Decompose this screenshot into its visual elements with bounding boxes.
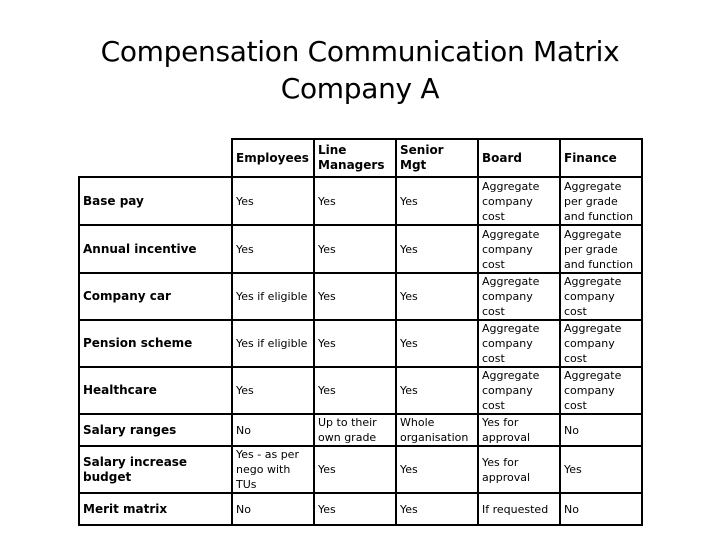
table-cell: Yes bbox=[396, 273, 478, 320]
table-cell: Yes bbox=[396, 367, 478, 414]
table-cell: Aggregate per grade and function bbox=[560, 225, 642, 273]
row-label: Pension scheme bbox=[79, 320, 232, 367]
table-cell: Yes bbox=[314, 320, 396, 367]
table-cell: Aggregate company cost bbox=[478, 367, 560, 414]
table-cell: Yes bbox=[396, 225, 478, 273]
column-header-finance: Finance bbox=[560, 139, 642, 177]
table-cell: Yes - as per nego with TUs bbox=[232, 446, 314, 493]
table-cell: Yes if eligible bbox=[232, 320, 314, 367]
table-cell: Yes bbox=[396, 320, 478, 367]
table-row bbox=[79, 414, 642, 446]
table-cell: Yes for approval bbox=[478, 446, 560, 493]
table-cell: Yes bbox=[396, 493, 478, 525]
table-cell: If requested bbox=[478, 493, 560, 525]
row-label: Annual incentive bbox=[79, 225, 232, 273]
table-cell: Yes bbox=[314, 493, 396, 525]
table-cell: Aggregate company cost bbox=[478, 320, 560, 367]
row-label: Salary increase budget bbox=[79, 446, 232, 493]
table-cell: Yes bbox=[314, 446, 396, 493]
table-row bbox=[79, 225, 642, 273]
row-label: Healthcare bbox=[79, 367, 232, 414]
table-cell: Yes bbox=[232, 177, 314, 225]
table-cell: Yes bbox=[314, 273, 396, 320]
table-cell: Aggregate company cost bbox=[478, 273, 560, 320]
table-cell: Yes bbox=[560, 446, 642, 493]
table-cell: Yes bbox=[314, 225, 396, 273]
table-row bbox=[79, 446, 642, 493]
row-label: Company car bbox=[79, 273, 232, 320]
slide-title bbox=[0, 33, 720, 107]
table-cell: Yes bbox=[232, 225, 314, 273]
column-header-employees: Employees bbox=[232, 139, 314, 177]
table-row bbox=[79, 273, 642, 320]
table-cell: Yes bbox=[396, 177, 478, 225]
table-cell: Aggregate company cost bbox=[560, 367, 642, 414]
table-cell: Yes if eligible bbox=[232, 273, 314, 320]
column-header-senior-mgt: Senior Mgt bbox=[396, 139, 478, 177]
table-row bbox=[79, 367, 642, 414]
table-cell: Aggregate company cost bbox=[560, 320, 642, 367]
column-header-line-managers: Line Managers bbox=[314, 139, 396, 177]
table-header-row bbox=[79, 139, 642, 177]
table-cell: Aggregate company cost bbox=[560, 273, 642, 320]
table-cell: No bbox=[560, 493, 642, 525]
table-row bbox=[79, 177, 642, 225]
table-cell: Aggregate company cost bbox=[478, 177, 560, 225]
table-cell: Yes bbox=[232, 367, 314, 414]
column-header-board: Board bbox=[478, 139, 560, 177]
table-cell: No bbox=[560, 414, 642, 446]
row-label: Base pay bbox=[79, 177, 232, 225]
table-cell: No bbox=[232, 493, 314, 525]
table-cell: Whole organisation bbox=[396, 414, 478, 446]
table-cell: Aggregate per grade and function bbox=[560, 177, 642, 225]
table-cell: Yes bbox=[396, 446, 478, 493]
slide-title-line-1: Compensation Communication Matrix bbox=[100, 35, 620, 68]
table-cell: Aggregate company cost bbox=[478, 225, 560, 273]
table-cell: Yes for approval bbox=[478, 414, 560, 446]
table-row bbox=[79, 320, 642, 367]
table-row bbox=[79, 493, 642, 525]
table-cell: No bbox=[232, 414, 314, 446]
table-cell: Up to their own grade bbox=[314, 414, 396, 446]
table-corner-cell bbox=[79, 139, 232, 177]
slide-title-line-2: Company A bbox=[280, 72, 440, 105]
table-cell: Yes bbox=[314, 177, 396, 225]
table-cell: Yes bbox=[314, 367, 396, 414]
compensation-matrix-table bbox=[78, 138, 643, 526]
row-label: Merit matrix bbox=[79, 493, 232, 525]
row-label: Salary ranges bbox=[79, 414, 232, 446]
